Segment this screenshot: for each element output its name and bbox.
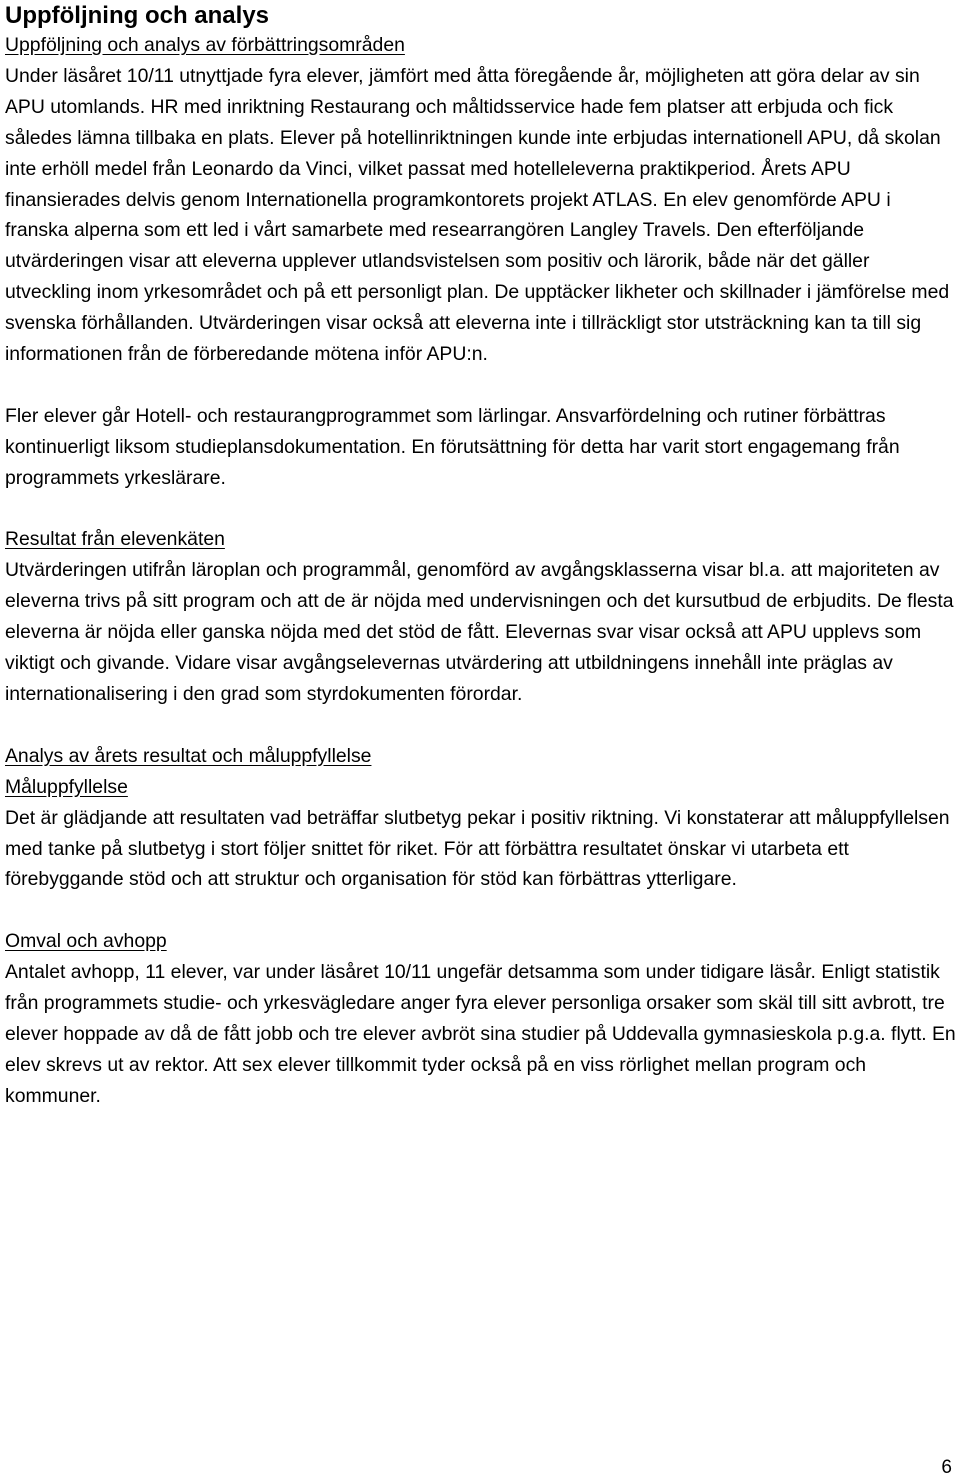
section-heading-student-survey: Resultat från elevenkäten: [5, 528, 225, 551]
section-heading-dropouts: Omval och avhopp: [5, 930, 167, 953]
paragraph-student-survey: Utvärderingen utifrån läroplan och programmål, genomförd av avgångsklasserna visar bl.a. att majoriteten av eleverna trivs på sitt program och att de är nöjda med undervisningen och det kursutbud de erbjudits. De flesta eleverna är nöjda eller ganska nöjda med det stöd de fått. Elevernas svar visar också att APU upplevs som viktigt och givande. Vidare visar avgångselevernas utvärdering att utbildningens innehåll inte präglas av internationalisering i den grad som styrdokumenten förordar.: [5, 559, 954, 705]
subheading-goal-fulfilment: Måluppfyllelse: [5, 775, 128, 798]
section-heading-improvement-areas: Uppföljning och analys av förbättringsområden: [5, 34, 405, 56]
spacer: [5, 494, 957, 525]
page-number: 6: [941, 1457, 952, 1478]
page-title: Uppföljning och analys: [5, 2, 270, 29]
paragraph-apprentices: Fler elever går Hotell- och restaurangprogrammet som lärlingar. Ansvarfördelning och rutiner förbättras kontinuerligt liksom studieplansdokumentation. En förutsättning för detta har varit stort engagemang från programmets yrkeslärare.: [5, 404, 900, 489]
paragraph-goal-fulfilment: Det är glädjande att resultaten vad beträffar slutbetyg pekar i positiv riktning. Vi konstaterar att måluppfyllelsen med tanke på slutbetyg i stort följer snittet för riket. För att förbättra resultatet önskar vi utarbeta ett förebyggande stöd och att struktur och organisation för stöd kan förbättras ytterligare.: [5, 806, 950, 891]
spacer: [5, 370, 957, 401]
paragraph-dropouts: Antalet avhopp, 11 elever, var under läsåret 10/11 ungefär detsamma som under tidigare läsår. Enligt statistik från programmets studie- och yrkesvägledare anger fyra elever personliga orsaker som skäl till sitt avbrott, tre elever hoppade av då de fått jobb och tre elever avbröt sina studier på Uddevalla gymnasieskola p.g.a. flytt. En elev skrevs ut av rektor. Att sex elever tillkommit tyder också på en viss rörlighet mellan program och kommuner.: [5, 961, 956, 1107]
section-heading-analysis: Analys av årets resultat och måluppfyllelse: [5, 744, 372, 767]
paragraph-apu-abroad: Under läsåret 10/11 utnyttjade fyra elever, jämfört med åtta föregående år, möjligheten att göra delar av sin APU utomlands. HR med inriktning Restaurang och måltidsservice hade fem platser att erbjuda och fick således lämna tillbaka en plats. Elever på hotellinriktningen kunde inte erbjudas internationell APU, då skolan inte erhöll medel från Leonardo da Vinci, vilket passat med hotelleleverna praktikperiod. Årets APU finansierades delvis genom Internationella programkontorets projekt ATLAS. En elev genomförde APU i franska alperna som ett led i vårt samarbete med researrangören Langley Travels. Den efterföljande utvärderingen visar att eleverna upplever utlandsvistelsen som positiv och lärorik, både när det gäller utveckling inom yrkesområdet och på ett personligt plan. De upptäcker likheter och skillnader i jämförelse med svenska förhållanden. Utvärderingen visar också att eleverna inte i tillräckligt stor utsträckning kan ta till sig informationen från de förberedande mötena inför APU:n.: [5, 64, 950, 366]
document-page: [5, 0, 957, 1112]
spacer: [5, 710, 957, 741]
spacer: [5, 895, 957, 926]
